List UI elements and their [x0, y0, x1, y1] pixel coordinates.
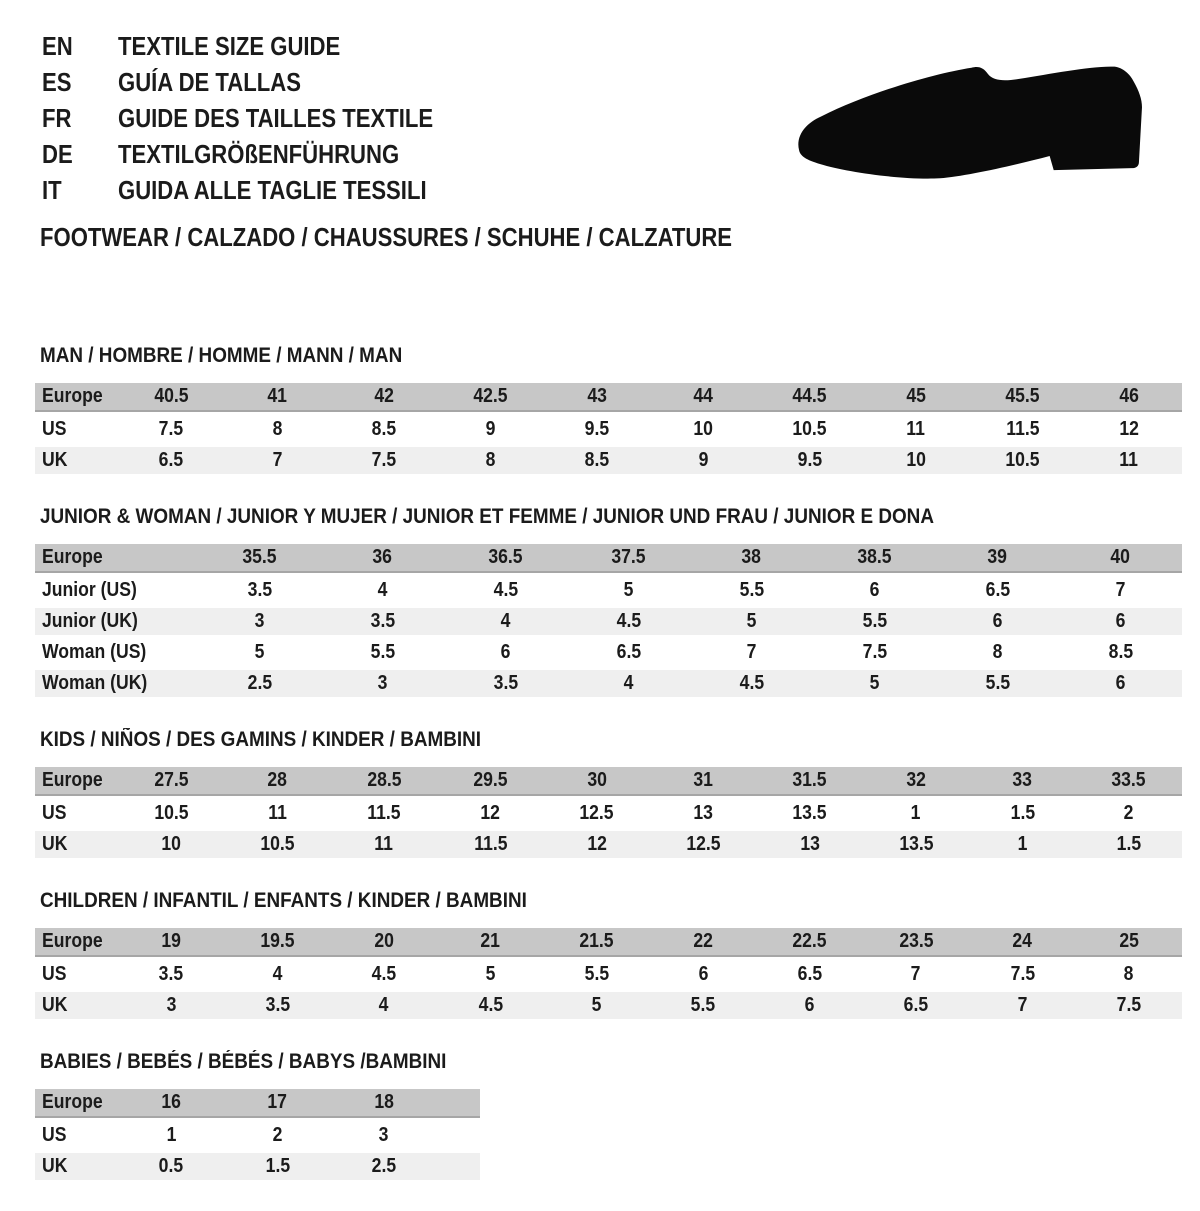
size-cell: 22 [693, 930, 714, 952]
size-section-children [35, 889, 1182, 1019]
size-table-babies [35, 1089, 480, 1180]
size-cell: 8 [272, 418, 283, 440]
shoe-icon [798, 64, 1143, 182]
table-row-us [35, 800, 1182, 827]
row-label: UK [42, 449, 68, 471]
size-cell: 1 [1017, 833, 1028, 855]
row-label: Woman (US) [42, 641, 147, 663]
size-cell: 11 [1119, 449, 1139, 471]
size-cell: 4 [377, 579, 388, 601]
size-cell: 5 [591, 994, 602, 1016]
size-cell: 21 [480, 930, 501, 952]
section-title-babies: BABIES / BEBÉS / BÉBÉS / BABYS /BAMBINI [40, 1050, 447, 1073]
size-cell: 37.5 [611, 546, 646, 568]
size-cell: 10 [693, 418, 714, 440]
size-cell: 19.5 [260, 930, 295, 952]
size-cell: 5.5 [690, 994, 716, 1016]
size-cell: 6 [992, 610, 1003, 632]
size-section-babies [35, 1050, 1182, 1180]
size-cell: 28 [267, 769, 288, 791]
size-cell: 7 [746, 641, 757, 663]
size-cell: 2.5 [371, 1155, 397, 1177]
size-cell: 8 [992, 641, 1003, 663]
size-cell: 4 [623, 672, 634, 694]
size-cell: 8.5 [1108, 641, 1133, 663]
size-cell: 9.5 [584, 418, 610, 440]
size-cell: 9 [698, 449, 709, 471]
size-cell: 10.5 [792, 418, 827, 440]
size-cell: 6.5 [158, 449, 184, 471]
size-cell: 30 [587, 769, 607, 791]
size-cell: 10 [906, 449, 926, 471]
size-section-kids [35, 728, 1182, 858]
row-label: Europe [42, 1091, 103, 1113]
size-cell: 1.5 [1010, 802, 1035, 824]
language-line-es [42, 64, 489, 100]
row-label: Europe [42, 546, 103, 568]
size-cell: 36 [372, 546, 393, 568]
size-cell: 10.5 [154, 802, 189, 824]
size-cell: 7 [272, 449, 283, 471]
size-cell: 38 [741, 546, 762, 568]
table-row-europe [35, 1089, 480, 1118]
size-cell: 19 [161, 930, 181, 952]
row-label: UK [42, 994, 68, 1016]
size-cell: 1.5 [1116, 833, 1142, 855]
size-cell: 8.5 [584, 449, 610, 471]
size-cell: 7 [1017, 994, 1028, 1016]
table-row-uk [35, 1153, 480, 1180]
size-cell: 4.5 [493, 579, 518, 601]
size-cell: 38.5 [857, 546, 892, 568]
size-cell: 6 [500, 641, 511, 663]
size-cell: 7.5 [862, 641, 887, 663]
guide-title-de: TEXTILGRÖßENFÜHRUNG [118, 139, 400, 169]
size-cell: 4.5 [478, 994, 503, 1016]
section-title-junior-woman: JUNIOR & WOMAN / JUNIOR Y MUJER / JUNIOR ET FEMME / JUNIOR UND FRAU / JUNIOR E DONA [40, 505, 934, 528]
row-label: Junior (US) [42, 579, 137, 601]
size-cell: 39 [987, 546, 1008, 568]
size-cell: 31.5 [792, 769, 827, 791]
language-line-en [42, 28, 489, 64]
row-label: Europe [42, 385, 103, 407]
size-section-junior-woman [35, 505, 1182, 697]
row-label: US [42, 802, 67, 824]
size-cell: 35.5 [242, 546, 277, 568]
size-cell: 13 [693, 802, 714, 824]
size-cell: 11 [906, 418, 926, 440]
size-cell: 42.5 [473, 385, 508, 407]
size-cell: 45 [906, 385, 926, 407]
size-cell: 3.5 [247, 579, 272, 601]
size-cell: 6 [804, 994, 815, 1016]
size-table-children [35, 928, 1182, 1019]
size-cell: 5 [485, 963, 496, 985]
size-cell: 8 [1123, 963, 1134, 985]
size-cell: 42 [374, 385, 394, 407]
size-cell: 12 [587, 833, 607, 855]
size-cell: 5.5 [985, 672, 1010, 694]
size-cell: 4 [272, 963, 283, 985]
language-code: FR [42, 103, 72, 133]
size-cell: 20 [374, 930, 394, 952]
size-cell: 2 [1123, 802, 1134, 824]
size-cell: 8 [485, 449, 496, 471]
size-cell: 6 [698, 963, 709, 985]
size-cell: 6.5 [797, 963, 822, 985]
size-cell: 13 [799, 833, 820, 855]
size-cell: 3 [377, 672, 388, 694]
size-cell: 5 [869, 672, 880, 694]
table-row-uk [35, 992, 1182, 1019]
row-label: US [42, 418, 67, 440]
language-line-fr [42, 100, 489, 136]
size-cell: 9.5 [797, 449, 822, 471]
size-cell: 3.5 [493, 672, 518, 694]
row-label: Europe [42, 930, 103, 952]
size-cell: 5.5 [584, 963, 610, 985]
guide-title-en: TEXTILE SIZE GUIDE [118, 31, 341, 61]
size-cell: 28.5 [366, 769, 402, 791]
size-cell: 17 [267, 1091, 288, 1113]
size-cell: 13.5 [898, 833, 934, 855]
language-title-list [42, 28, 489, 208]
size-cell: 5 [746, 610, 757, 632]
size-cell: 12 [480, 802, 501, 824]
size-cell: 4.5 [739, 672, 764, 694]
size-cell: 1 [911, 802, 921, 824]
language-line-de [42, 136, 489, 172]
size-cell: 2.5 [247, 672, 272, 694]
row-label: UK [42, 833, 68, 855]
size-cell: 45.5 [1005, 385, 1040, 407]
size-cell: 5 [623, 579, 634, 601]
size-cell: 4.5 [371, 963, 397, 985]
size-cell: 22.5 [792, 930, 827, 952]
size-cell: 46 [1119, 385, 1139, 407]
table-row-woman-uk [35, 670, 1182, 697]
language-line-it [42, 172, 489, 208]
table-row-europe [35, 767, 1182, 796]
size-table-kids [35, 767, 1182, 858]
table-row-europe [35, 383, 1182, 412]
size-cell: 3.5 [158, 963, 184, 985]
size-cell: 27.5 [154, 769, 189, 791]
size-cell: 6 [1115, 672, 1126, 694]
size-cell: 6 [1115, 610, 1126, 632]
table-row-uk [35, 831, 1182, 858]
size-cell: 12.5 [686, 833, 721, 855]
size-cell: 6.5 [903, 994, 929, 1016]
size-cell: 7.5 [371, 449, 397, 471]
size-cell: 3.5 [265, 994, 290, 1016]
size-cell: 16 [161, 1091, 181, 1113]
size-cell: 40 [1110, 546, 1131, 568]
size-cell: 7 [1115, 579, 1126, 601]
guide-title-it: GUIDA ALLE TAGLIE TESSILI [118, 175, 427, 205]
table-row-woman-us [35, 639, 1182, 666]
language-code: DE [42, 139, 73, 169]
size-cell: 1 [166, 1124, 177, 1146]
row-label: US [42, 963, 67, 985]
section-title-man: MAN / HOMBRE / HOMME / MANN / MAN [40, 344, 403, 367]
size-table-junior-woman [35, 544, 1182, 697]
size-tables [35, 344, 1182, 1211]
size-cell: 5.5 [739, 579, 764, 601]
size-cell: 29.5 [473, 769, 508, 791]
guide-title-es: GUÍA DE TALLAS [118, 67, 301, 97]
size-cell: 4.5 [616, 610, 641, 632]
size-cell: 10.5 [1005, 449, 1040, 471]
size-cell: 6.5 [985, 579, 1010, 601]
language-code: IT [42, 175, 62, 205]
size-cell: 44.5 [792, 385, 827, 407]
size-cell: 2 [272, 1124, 283, 1146]
size-cell: 33.5 [1111, 769, 1146, 791]
size-cell: 32 [906, 769, 926, 791]
size-cell: 1.5 [265, 1155, 290, 1177]
section-title-kids: KIDS / NIÑOS / DES GAMINS / KINDER / BAMBINI [40, 728, 482, 751]
size-cell: 10.5 [260, 833, 295, 855]
size-cell: 44 [693, 385, 714, 407]
size-cell: 9 [485, 418, 496, 440]
size-cell: 23.5 [898, 930, 934, 952]
row-label: Woman (UK) [42, 672, 148, 694]
size-cell: 21.5 [579, 930, 614, 952]
size-table-man [35, 383, 1182, 474]
language-code: EN [42, 31, 73, 61]
category-heading: FOOTWEAR / CALZADO / CHAUSSURES / SCHUHE / CALZATURE [40, 222, 733, 252]
size-cell: 41 [267, 385, 288, 407]
size-cell: 6 [869, 579, 880, 601]
size-cell: 3.5 [370, 610, 395, 632]
size-cell: 24 [1012, 930, 1033, 952]
size-cell: 36.5 [488, 546, 523, 568]
size-cell: 10 [161, 833, 181, 855]
size-cell: 7.5 [1010, 963, 1035, 985]
size-section-man [35, 344, 1182, 474]
table-row-junior-uk [35, 608, 1182, 635]
size-cell: 25 [1119, 930, 1139, 952]
table-row-junior-us [35, 577, 1182, 604]
table-row-us [35, 1122, 480, 1149]
row-label: Junior (UK) [42, 610, 138, 632]
size-cell: 4 [500, 610, 511, 632]
size-cell: 18 [374, 1091, 394, 1113]
size-cell: 7.5 [158, 418, 184, 440]
row-label: UK [42, 1155, 68, 1177]
table-row-us [35, 416, 1182, 443]
size-cell: 13.5 [792, 802, 827, 824]
size-cell: 12.5 [579, 802, 614, 824]
size-cell: 4 [379, 994, 389, 1016]
size-cell: 3 [254, 610, 265, 632]
size-cell: 31 [693, 769, 714, 791]
size-cell: 11 [268, 802, 287, 824]
row-label: US [42, 1124, 67, 1146]
size-cell: 3 [166, 994, 177, 1016]
size-cell: 43 [587, 385, 607, 407]
language-code: ES [42, 67, 72, 97]
size-cell: 7.5 [1116, 994, 1142, 1016]
table-row-us [35, 961, 1182, 988]
table-row-uk [35, 447, 1182, 474]
size-cell: 11 [374, 833, 394, 855]
guide-title-fr: GUIDE DES TAILLES TEXTILE [118, 103, 434, 133]
size-cell: 5.5 [862, 610, 887, 632]
row-label: Europe [42, 769, 103, 791]
size-cell: 3 [378, 1124, 389, 1146]
size-cell: 7 [911, 963, 921, 985]
size-cell: 5.5 [370, 641, 395, 663]
size-cell: 11.5 [1005, 418, 1040, 440]
size-cell: 5 [254, 641, 265, 663]
size-cell: 0.5 [158, 1155, 184, 1177]
size-cell: 33 [1012, 769, 1033, 791]
size-cell: 8.5 [371, 418, 397, 440]
size-cell: 12 [1119, 418, 1139, 440]
size-cell: 6.5 [616, 641, 641, 663]
size-cell: 11.5 [473, 833, 508, 855]
section-title-children: CHILDREN / INFANTIL / ENFANTS / KINDER / BAMBINI [40, 889, 527, 912]
table-row-europe [35, 544, 1182, 573]
size-cell: 40.5 [154, 385, 189, 407]
size-cell: 11.5 [367, 802, 401, 824]
table-row-europe [35, 928, 1182, 957]
